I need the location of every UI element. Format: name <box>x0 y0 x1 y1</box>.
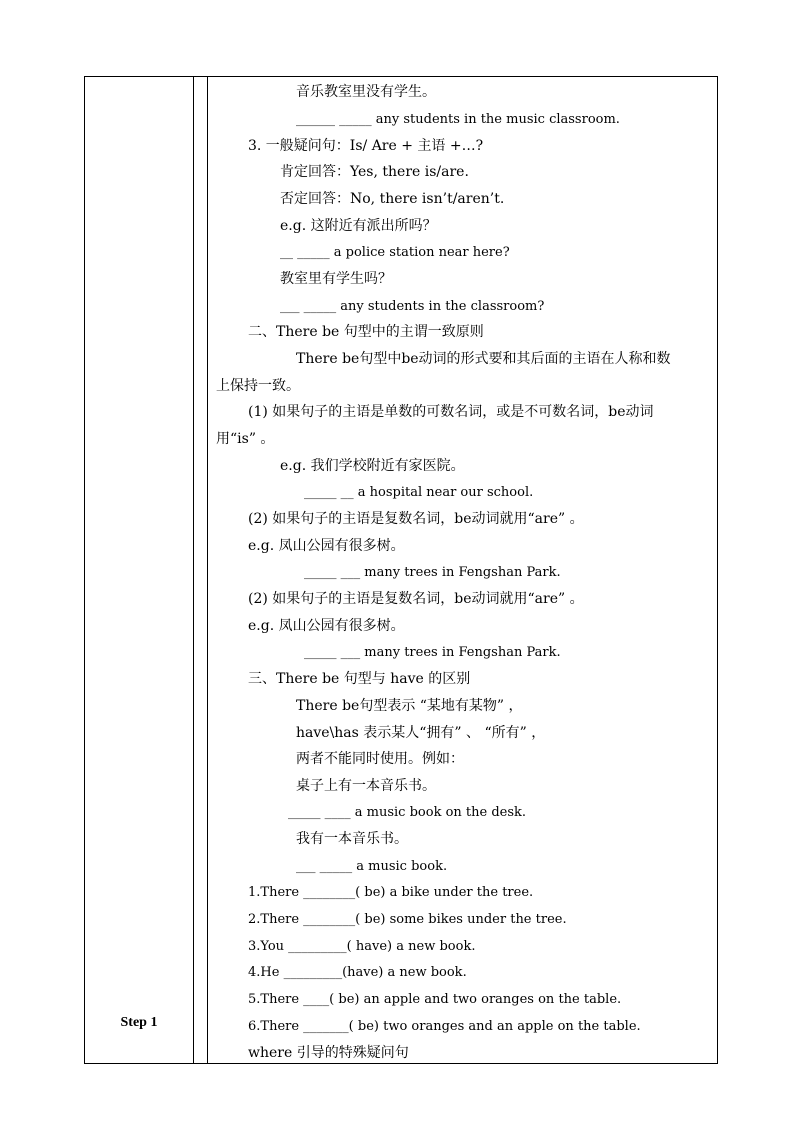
text-line: (1) 如果句子的主语是单数的可数名词，或是不可数名词，be动词 <box>248 404 654 420</box>
exercise-item: 5.There ____( be) an apple and two oranges on the table. <box>248 992 622 1007</box>
text-line: 上保持一致。 <box>216 378 300 394</box>
exercise-item: 6.There _______( be) two oranges and an apple on the table. <box>248 1019 641 1034</box>
text-line: 用“is” 。 <box>216 431 275 447</box>
text-line: (2) 如果句子的主语是复数名词，be动词就用“are” 。 <box>248 511 584 527</box>
text-line: 肯定回答：Yes, there is/are. <box>280 164 469 180</box>
step-label: Step 1 <box>120 1015 158 1030</box>
text-line: ___ _____ any students in the classroom? <box>280 299 545 314</box>
column-divider <box>207 77 208 1063</box>
text-line: _____ ___ many trees in Fengshan Park. <box>304 645 561 660</box>
text-line: 音乐教室里没有学生。 <box>296 84 436 100</box>
text-line: ___ _____ a music book. <box>296 859 448 874</box>
text-line: (2) 如果句子的主语是复数名词，be动词就用“are” 。 <box>248 591 584 607</box>
text-line: There be句型中be动词的形式要和其后面的主语在人称和数 <box>296 351 671 367</box>
column-divider <box>193 77 194 1063</box>
exercise-item: 2.There ________( be) some bikes under the tree. <box>248 912 567 927</box>
text-line: e.g. 我们学校附近有家医院。 <box>280 458 465 474</box>
text-line: 我有一本音乐书。 <box>296 831 408 847</box>
text-line: _____ __ a hospital near our school. <box>304 485 534 500</box>
exercise-item: 3.You _________( have) a new book. <box>248 939 476 954</box>
text-line: 两者不能同时使用。例如： <box>296 751 464 767</box>
exercise-item: 4.He _________(have) a new book. <box>248 965 467 980</box>
section-heading: 二、There be 句型中的主谓一致原则 <box>248 324 484 340</box>
text-line: _____ ____ a music book on the desk. <box>288 805 527 820</box>
section-heading: 三、There be 句型与 have 的区别 <box>248 671 471 687</box>
text-line: 否定回答：No, there isn’t/aren’t. <box>280 191 505 207</box>
text-line: ______ _____ any students in the music classroom. <box>296 112 620 127</box>
text-line: _____ ___ many trees in Fengshan Park. <box>304 565 561 580</box>
text-line: e.g. 凤山公园有很多树。 <box>248 538 405 554</box>
text-line: where 引导的特殊疑问句 <box>248 1045 409 1061</box>
text-line: There be句型表示 “某地有某物” ， <box>296 698 523 714</box>
text-line: e.g. 这附近有派出所吗？ <box>280 218 437 234</box>
text-line: 教室里有学生吗？ <box>280 271 392 287</box>
text-line: 桌子上有一本音乐书。 <box>296 778 436 794</box>
text-line: 3. 一般疑问句：Is/ Are + 主语 +…? <box>248 138 484 154</box>
exercise-item: 1.There ________( be) a bike under the tree. <box>248 885 534 900</box>
text-line: e.g. 凤山公园有很多树。 <box>248 618 405 634</box>
text-line: have\has 表示某人“拥有” 、 “所有” ， <box>296 725 546 741</box>
text-line: __ _____ a police station near here? <box>280 245 510 260</box>
